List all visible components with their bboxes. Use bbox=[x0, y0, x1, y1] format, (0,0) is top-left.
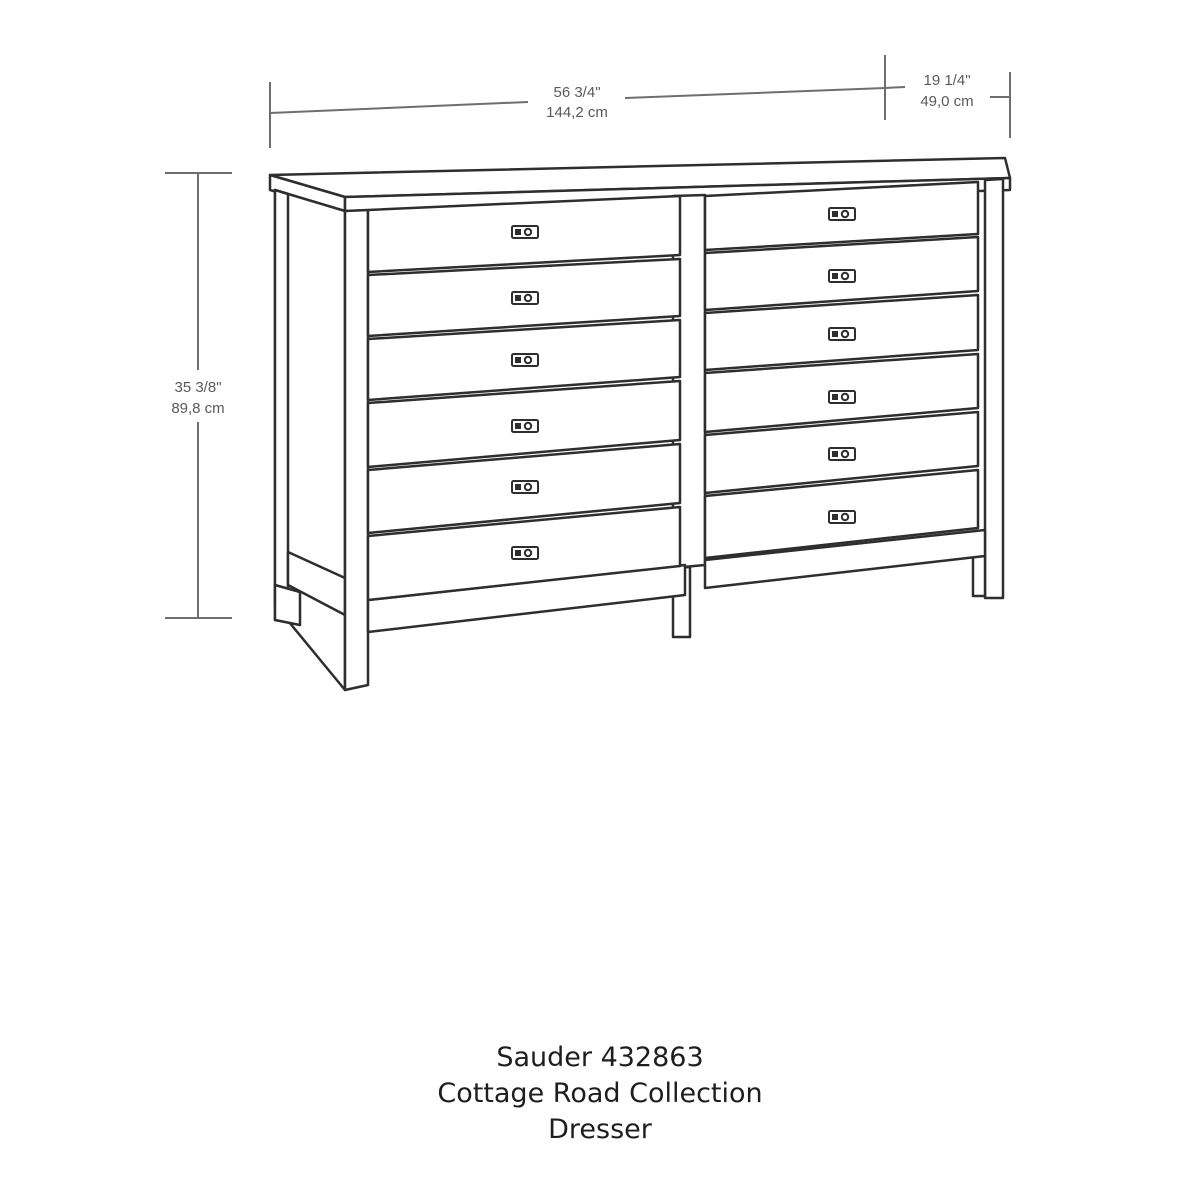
width-line-left bbox=[270, 102, 528, 113]
drawer-handle-icon bbox=[512, 547, 538, 559]
drawer-handle-icon bbox=[829, 391, 855, 403]
depth-inches-label: 19 1/4" bbox=[923, 72, 971, 89]
left-back-leg-foot bbox=[275, 585, 300, 625]
left-back-leg bbox=[275, 190, 288, 622]
depth-cm-label: 49,0 cm bbox=[920, 93, 974, 110]
right-leg-inner bbox=[973, 555, 985, 596]
product-type: Dresser bbox=[548, 1114, 652, 1145]
product-collection: Cottage Road Collection bbox=[437, 1078, 763, 1109]
width-dimension bbox=[270, 55, 885, 148]
drawer-handle-icon bbox=[829, 328, 855, 340]
dresser bbox=[270, 158, 1010, 690]
drawer-handle-icon bbox=[829, 270, 855, 282]
product-model: Sauder 432863 bbox=[496, 1042, 704, 1073]
drawer-handle-icon bbox=[829, 511, 855, 523]
height-cm-label: 89,8 cm bbox=[171, 400, 225, 417]
left-front-leg bbox=[345, 210, 368, 690]
drawer-handle-icon bbox=[512, 481, 538, 493]
depth-line-left bbox=[885, 87, 905, 88]
product-caption bbox=[0, 1040, 1200, 1148]
width-inches-label: 56 3/4" bbox=[553, 84, 601, 101]
drawer-handle-icon bbox=[829, 448, 855, 460]
height-inches-label: 35 3/8" bbox=[174, 379, 222, 396]
width-line-right bbox=[625, 88, 885, 98]
width-cm-label: 144,2 cm bbox=[546, 104, 608, 121]
right-front-post bbox=[985, 179, 1003, 598]
drawer-handle-icon bbox=[512, 292, 538, 304]
drawer-handle-icon bbox=[512, 354, 538, 366]
drawer-handle-icon bbox=[512, 420, 538, 432]
drawer-handle-icon bbox=[512, 226, 538, 238]
drawer-handle-icon bbox=[829, 208, 855, 220]
